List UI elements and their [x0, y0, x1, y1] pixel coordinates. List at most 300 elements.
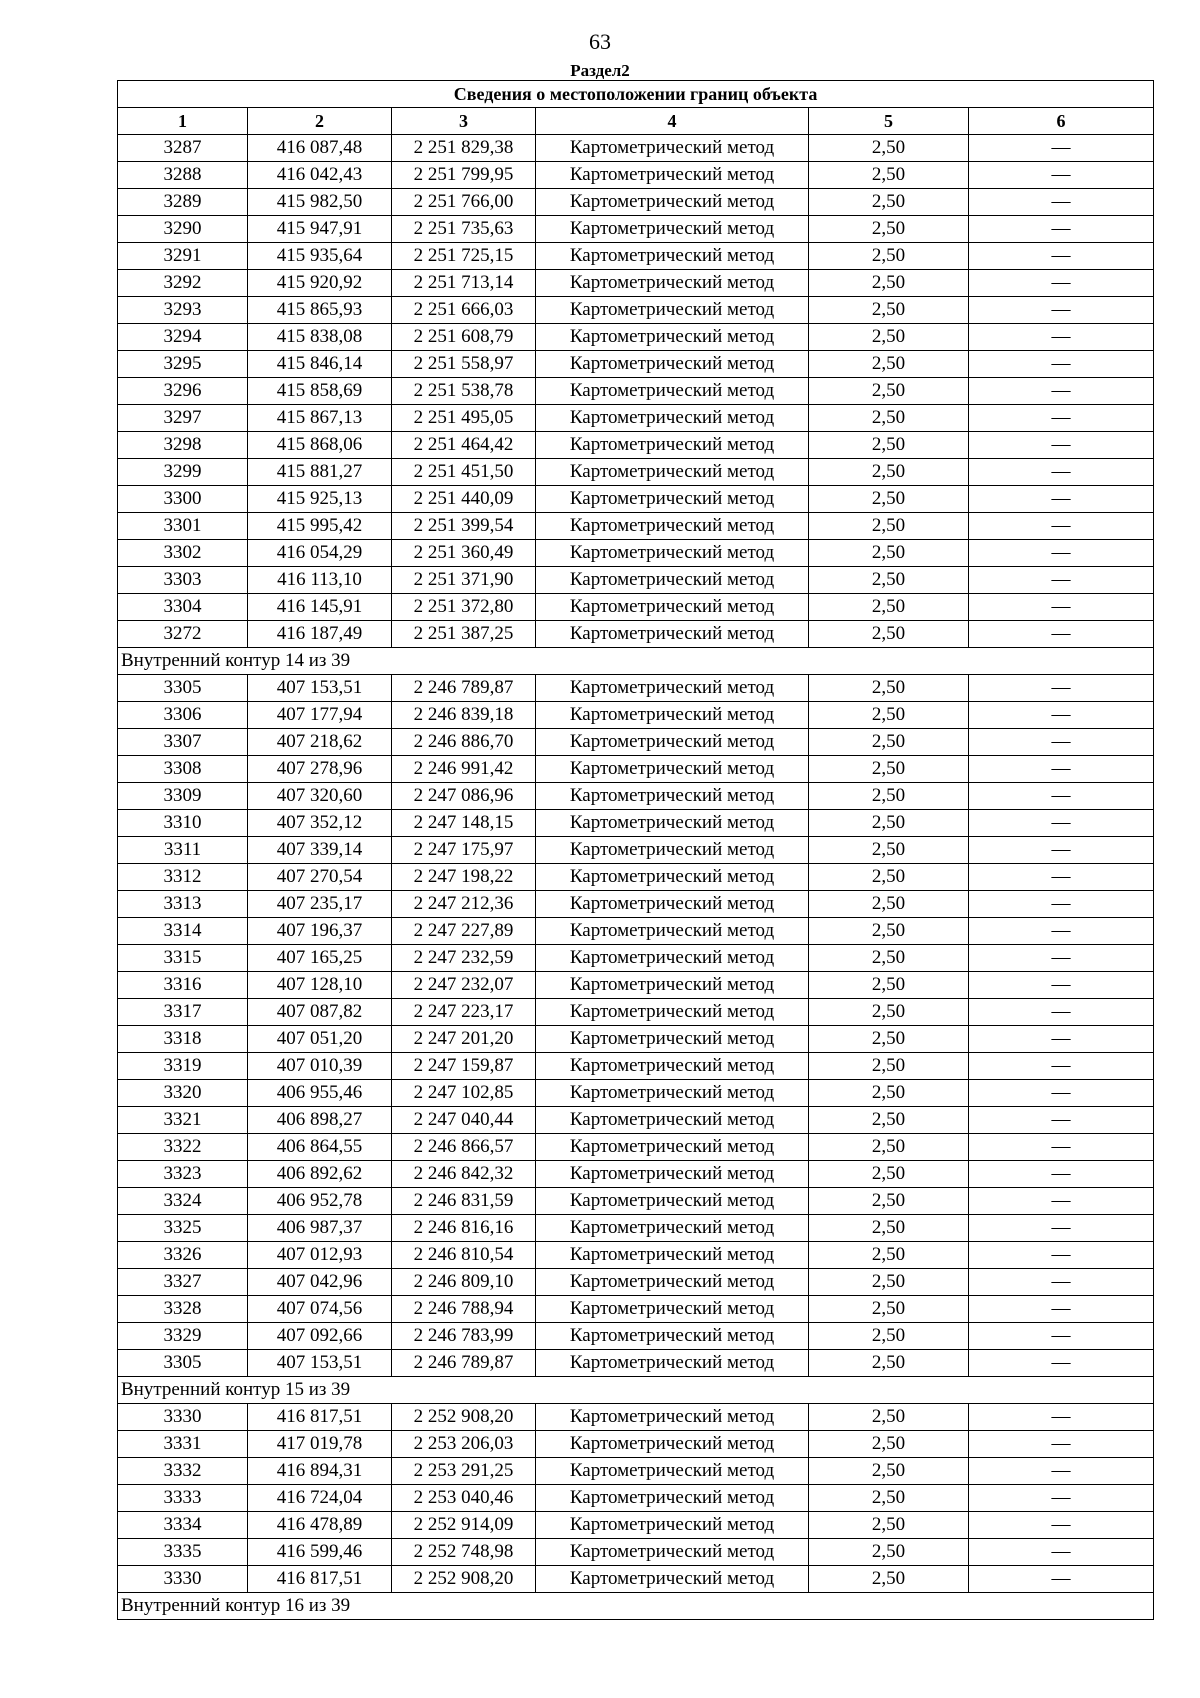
note-cell: — — [969, 810, 1154, 837]
note-cell: — — [969, 1107, 1154, 1134]
x-coordinate-cell: 416 724,04 — [248, 1485, 392, 1512]
y-coordinate-cell: 2 251 766,00 — [392, 189, 536, 216]
table-row — [118, 351, 1154, 378]
x-coordinate-cell: 415 920,92 — [248, 270, 392, 297]
method-cell: Картометрический метод — [536, 945, 809, 972]
method-cell: Картометрический метод — [536, 675, 809, 702]
note-cell: — — [969, 594, 1154, 621]
y-coordinate-cell: 2 251 558,97 — [392, 351, 536, 378]
method-cell: Картометрический метод — [536, 405, 809, 432]
method-cell: Картометрический метод — [536, 162, 809, 189]
x-coordinate-cell: 416 817,51 — [248, 1566, 392, 1593]
y-coordinate-cell: 2 247 198,22 — [392, 864, 536, 891]
y-coordinate-cell: 2 252 908,20 — [392, 1404, 536, 1431]
point-number-cell: 3313 — [118, 891, 248, 918]
method-cell: Картометрический метод — [536, 1404, 809, 1431]
point-number-cell: 3329 — [118, 1323, 248, 1350]
y-coordinate-cell: 2 247 232,07 — [392, 972, 536, 999]
accuracy-cell: 2,50 — [809, 918, 969, 945]
y-coordinate-cell: 2 251 371,90 — [392, 567, 536, 594]
x-coordinate-cell: 407 010,39 — [248, 1053, 392, 1080]
x-coordinate-cell: 407 051,20 — [248, 1026, 392, 1053]
note-cell: — — [969, 351, 1154, 378]
note-cell: — — [969, 1242, 1154, 1269]
accuracy-cell: 2,50 — [809, 1215, 969, 1242]
method-cell: Картометрический метод — [536, 918, 809, 945]
x-coordinate-cell: 415 838,08 — [248, 324, 392, 351]
accuracy-cell: 2,50 — [809, 1242, 969, 1269]
y-coordinate-cell: 2 246 783,99 — [392, 1323, 536, 1350]
x-coordinate-cell: 415 881,27 — [248, 459, 392, 486]
y-coordinate-cell: 2 246 842,32 — [392, 1161, 536, 1188]
point-number-cell: 3323 — [118, 1161, 248, 1188]
x-coordinate-cell: 415 868,06 — [248, 432, 392, 459]
x-coordinate-cell: 407 352,12 — [248, 810, 392, 837]
contour-label: Внутренний контур 16 из 39 — [118, 1593, 1154, 1620]
column-header: 1 — [118, 108, 248, 135]
accuracy-cell: 2,50 — [809, 783, 969, 810]
table-row — [118, 270, 1154, 297]
point-number-cell: 3309 — [118, 783, 248, 810]
accuracy-cell: 2,50 — [809, 1404, 969, 1431]
point-number-cell: 3293 — [118, 297, 248, 324]
table-row — [118, 864, 1154, 891]
accuracy-cell: 2,50 — [809, 972, 969, 999]
table-row — [118, 243, 1154, 270]
note-cell: — — [969, 1404, 1154, 1431]
y-coordinate-cell: 2 246 809,10 — [392, 1269, 536, 1296]
point-number-cell: 3321 — [118, 1107, 248, 1134]
x-coordinate-cell: 407 218,62 — [248, 729, 392, 756]
contour-row — [118, 648, 1154, 675]
method-cell: Картометрический метод — [536, 567, 809, 594]
method-cell: Картометрический метод — [536, 270, 809, 297]
y-coordinate-cell: 2 247 102,85 — [392, 1080, 536, 1107]
table-row — [118, 513, 1154, 540]
y-coordinate-cell: 2 247 201,20 — [392, 1026, 536, 1053]
y-coordinate-cell: 2 253 040,46 — [392, 1485, 536, 1512]
accuracy-cell: 2,50 — [809, 1134, 969, 1161]
accuracy-cell: 2,50 — [809, 378, 969, 405]
x-coordinate-cell: 407 153,51 — [248, 675, 392, 702]
accuracy-cell: 2,50 — [809, 567, 969, 594]
method-cell: Картометрический метод — [536, 837, 809, 864]
y-coordinate-cell: 2 251 372,80 — [392, 594, 536, 621]
note-cell: — — [969, 1512, 1154, 1539]
column-header: 2 — [248, 108, 392, 135]
method-cell: Картометрический метод — [536, 513, 809, 540]
accuracy-cell: 2,50 — [809, 1053, 969, 1080]
x-coordinate-cell: 407 128,10 — [248, 972, 392, 999]
accuracy-cell: 2,50 — [809, 459, 969, 486]
method-cell: Картометрический метод — [536, 351, 809, 378]
method-cell: Картометрический метод — [536, 972, 809, 999]
point-number-cell: 3335 — [118, 1539, 248, 1566]
y-coordinate-cell: 2 246 789,87 — [392, 675, 536, 702]
accuracy-cell: 2,50 — [809, 675, 969, 702]
accuracy-cell: 2,50 — [809, 432, 969, 459]
y-coordinate-cell: 2 247 040,44 — [392, 1107, 536, 1134]
point-number-cell: 3330 — [118, 1566, 248, 1593]
accuracy-cell: 2,50 — [809, 1107, 969, 1134]
table-row — [118, 189, 1154, 216]
method-cell: Картометрический метод — [536, 810, 809, 837]
accuracy-cell: 2,50 — [809, 1431, 969, 1458]
point-number-cell: 3311 — [118, 837, 248, 864]
note-cell: — — [969, 1485, 1154, 1512]
method-cell: Картометрический метод — [536, 216, 809, 243]
table-row — [118, 405, 1154, 432]
note-cell: — — [969, 1215, 1154, 1242]
note-cell: — — [969, 324, 1154, 351]
note-cell: — — [969, 675, 1154, 702]
y-coordinate-cell: 2 251 666,03 — [392, 297, 536, 324]
accuracy-cell: 2,50 — [809, 270, 969, 297]
y-coordinate-cell: 2 246 788,94 — [392, 1296, 536, 1323]
y-coordinate-cell: 2 247 227,89 — [392, 918, 536, 945]
x-coordinate-cell: 416 054,29 — [248, 540, 392, 567]
x-coordinate-cell: 406 898,27 — [248, 1107, 392, 1134]
point-number-cell: 3330 — [118, 1404, 248, 1431]
table-row — [118, 756, 1154, 783]
y-coordinate-cell: 2 251 495,05 — [392, 405, 536, 432]
accuracy-cell: 2,50 — [809, 1296, 969, 1323]
table-row — [118, 486, 1154, 513]
accuracy-cell: 2,50 — [809, 1269, 969, 1296]
y-coordinate-cell: 2 246 839,18 — [392, 702, 536, 729]
method-cell: Картометрический метод — [536, 1161, 809, 1188]
note-cell: — — [969, 1053, 1154, 1080]
point-number-cell: 3318 — [118, 1026, 248, 1053]
note-cell: — — [969, 567, 1154, 594]
point-number-cell: 3314 — [118, 918, 248, 945]
y-coordinate-cell: 2 247 086,96 — [392, 783, 536, 810]
x-coordinate-cell: 415 867,13 — [248, 405, 392, 432]
method-cell: Картометрический метод — [536, 189, 809, 216]
point-number-cell: 3305 — [118, 1350, 248, 1377]
column-header: 3 — [392, 108, 536, 135]
x-coordinate-cell: 406 952,78 — [248, 1188, 392, 1215]
point-number-cell: 3294 — [118, 324, 248, 351]
point-number-cell: 3289 — [118, 189, 248, 216]
table-row — [118, 432, 1154, 459]
table-caption: Сведения о местоположении границ объекта — [118, 81, 1154, 108]
table-row — [118, 135, 1154, 162]
note-cell: — — [969, 864, 1154, 891]
accuracy-cell: 2,50 — [809, 1566, 969, 1593]
table-row — [118, 162, 1154, 189]
x-coordinate-cell: 416 599,46 — [248, 1539, 392, 1566]
y-coordinate-cell: 2 251 440,09 — [392, 486, 536, 513]
accuracy-cell: 2,50 — [809, 1485, 969, 1512]
table-row — [118, 729, 1154, 756]
accuracy-cell: 2,50 — [809, 891, 969, 918]
table-row — [118, 1161, 1154, 1188]
note-cell: — — [969, 432, 1154, 459]
accuracy-cell: 2,50 — [809, 1161, 969, 1188]
point-number-cell: 3291 — [118, 243, 248, 270]
y-coordinate-cell: 2 251 538,78 — [392, 378, 536, 405]
note-cell: — — [969, 1458, 1154, 1485]
table-row — [118, 459, 1154, 486]
accuracy-cell: 2,50 — [809, 945, 969, 972]
y-coordinate-cell: 2 246 816,16 — [392, 1215, 536, 1242]
table-row — [118, 1053, 1154, 1080]
y-coordinate-cell: 2 251 451,50 — [392, 459, 536, 486]
table-row — [118, 567, 1154, 594]
method-cell: Картометрический метод — [536, 594, 809, 621]
note-cell: — — [969, 783, 1154, 810]
table-row — [118, 837, 1154, 864]
table-row — [118, 1269, 1154, 1296]
x-coordinate-cell: 407 339,14 — [248, 837, 392, 864]
point-number-cell: 3312 — [118, 864, 248, 891]
x-coordinate-cell: 407 278,96 — [248, 756, 392, 783]
accuracy-cell: 2,50 — [809, 1026, 969, 1053]
x-coordinate-cell: 406 987,37 — [248, 1215, 392, 1242]
y-coordinate-cell: 2 247 148,15 — [392, 810, 536, 837]
accuracy-cell: 2,50 — [809, 837, 969, 864]
y-coordinate-cell: 2 246 831,59 — [392, 1188, 536, 1215]
accuracy-cell: 2,50 — [809, 513, 969, 540]
table-row — [118, 1566, 1154, 1593]
accuracy-cell: 2,50 — [809, 810, 969, 837]
accuracy-cell: 2,50 — [809, 216, 969, 243]
table-caption-row — [118, 81, 1154, 108]
accuracy-cell: 2,50 — [809, 405, 969, 432]
x-coordinate-cell: 416 113,10 — [248, 567, 392, 594]
point-number-cell: 3295 — [118, 351, 248, 378]
method-cell: Картометрический метод — [536, 783, 809, 810]
contour-label: Внутренний контур 15 из 39 — [118, 1377, 1154, 1404]
y-coordinate-cell: 2 246 866,57 — [392, 1134, 536, 1161]
x-coordinate-cell: 407 235,17 — [248, 891, 392, 918]
accuracy-cell: 2,50 — [809, 297, 969, 324]
y-coordinate-cell: 2 251 608,79 — [392, 324, 536, 351]
point-number-cell: 3310 — [118, 810, 248, 837]
method-cell: Картометрический метод — [536, 1026, 809, 1053]
accuracy-cell: 2,50 — [809, 1080, 969, 1107]
table-row — [118, 1215, 1154, 1242]
method-cell: Картометрический метод — [536, 1350, 809, 1377]
method-cell: Картометрический метод — [536, 1107, 809, 1134]
method-cell: Картометрический метод — [536, 1512, 809, 1539]
table-row — [118, 378, 1154, 405]
x-coordinate-cell: 406 892,62 — [248, 1161, 392, 1188]
y-coordinate-cell: 2 246 789,87 — [392, 1350, 536, 1377]
point-number-cell: 3297 — [118, 405, 248, 432]
method-cell: Картометрический метод — [536, 1431, 809, 1458]
x-coordinate-cell: 406 955,46 — [248, 1080, 392, 1107]
table-row — [118, 1080, 1154, 1107]
y-coordinate-cell: 2 246 991,42 — [392, 756, 536, 783]
y-coordinate-cell: 2 251 713,14 — [392, 270, 536, 297]
table-row — [118, 1485, 1154, 1512]
accuracy-cell: 2,50 — [809, 864, 969, 891]
table-row — [118, 297, 1154, 324]
table-body — [118, 135, 1154, 1620]
note-cell: — — [969, 1188, 1154, 1215]
point-number-cell: 3333 — [118, 1485, 248, 1512]
method-cell: Картометрический метод — [536, 729, 809, 756]
table-row — [118, 1458, 1154, 1485]
table-row — [118, 1026, 1154, 1053]
column-header: 5 — [809, 108, 969, 135]
table-row — [118, 1296, 1154, 1323]
point-number-cell: 3292 — [118, 270, 248, 297]
point-number-cell: 3308 — [118, 756, 248, 783]
method-cell: Картометрический метод — [536, 1215, 809, 1242]
x-coordinate-cell: 415 995,42 — [248, 513, 392, 540]
table-row — [118, 702, 1154, 729]
method-cell: Картометрический метод — [536, 1134, 809, 1161]
x-coordinate-cell: 415 925,13 — [248, 486, 392, 513]
method-cell: Картометрический метод — [536, 1269, 809, 1296]
y-coordinate-cell: 2 247 175,97 — [392, 837, 536, 864]
note-cell: — — [969, 1296, 1154, 1323]
table-row — [118, 783, 1154, 810]
y-coordinate-cell: 2 251 360,49 — [392, 540, 536, 567]
point-number-cell: 3299 — [118, 459, 248, 486]
method-cell: Картометрический метод — [536, 1188, 809, 1215]
accuracy-cell: 2,50 — [809, 999, 969, 1026]
note-cell: — — [969, 702, 1154, 729]
note-cell: — — [969, 405, 1154, 432]
accuracy-cell: 2,50 — [809, 351, 969, 378]
table-row — [118, 1539, 1154, 1566]
note-cell: — — [969, 1350, 1154, 1377]
table-row — [118, 594, 1154, 621]
method-cell: Картометрический метод — [536, 1296, 809, 1323]
note-cell: — — [969, 1539, 1154, 1566]
y-coordinate-cell: 2 247 232,59 — [392, 945, 536, 972]
table-row — [118, 621, 1154, 648]
point-number-cell: 3287 — [118, 135, 248, 162]
method-cell: Картометрический метод — [536, 297, 809, 324]
contour-row — [118, 1377, 1154, 1404]
boundary-coordinates-table — [117, 80, 1154, 1620]
table-row — [118, 540, 1154, 567]
accuracy-cell: 2,50 — [809, 756, 969, 783]
note-cell: — — [969, 1161, 1154, 1188]
accuracy-cell: 2,50 — [809, 486, 969, 513]
table-row — [118, 1107, 1154, 1134]
table-row — [118, 891, 1154, 918]
accuracy-cell: 2,50 — [809, 540, 969, 567]
point-number-cell: 3324 — [118, 1188, 248, 1215]
y-coordinate-cell: 2 251 735,63 — [392, 216, 536, 243]
table-row — [118, 324, 1154, 351]
note-cell: — — [969, 1080, 1154, 1107]
method-cell: Картометрический метод — [536, 243, 809, 270]
accuracy-cell: 2,50 — [809, 1188, 969, 1215]
note-cell: — — [969, 1323, 1154, 1350]
method-cell: Картометрический метод — [536, 891, 809, 918]
note-cell: — — [969, 756, 1154, 783]
note-cell: — — [969, 1026, 1154, 1053]
point-number-cell: 3303 — [118, 567, 248, 594]
note-cell: — — [969, 1431, 1154, 1458]
method-cell: Картометрический метод — [536, 864, 809, 891]
table-row — [118, 1242, 1154, 1269]
method-cell: Картометрический метод — [536, 378, 809, 405]
point-number-cell: 3302 — [118, 540, 248, 567]
y-coordinate-cell: 2 246 886,70 — [392, 729, 536, 756]
y-coordinate-cell: 2 251 387,25 — [392, 621, 536, 648]
accuracy-cell: 2,50 — [809, 1323, 969, 1350]
point-number-cell: 3288 — [118, 162, 248, 189]
note-cell: — — [969, 621, 1154, 648]
contour-row — [118, 1593, 1154, 1620]
table-row — [118, 216, 1154, 243]
point-number-cell: 3307 — [118, 729, 248, 756]
note-cell: — — [969, 972, 1154, 999]
point-number-cell: 3319 — [118, 1053, 248, 1080]
y-coordinate-cell: 2 247 159,87 — [392, 1053, 536, 1080]
note-cell: — — [969, 378, 1154, 405]
accuracy-cell: 2,50 — [809, 1539, 969, 1566]
point-number-cell: 3327 — [118, 1269, 248, 1296]
x-coordinate-cell: 415 858,69 — [248, 378, 392, 405]
column-header-row — [118, 108, 1154, 135]
section-title: Раздел2 — [570, 61, 630, 80]
point-number-cell: 3305 — [118, 675, 248, 702]
note-cell: — — [969, 270, 1154, 297]
x-coordinate-cell: 406 864,55 — [248, 1134, 392, 1161]
x-coordinate-cell: 415 935,64 — [248, 243, 392, 270]
note-cell: — — [969, 837, 1154, 864]
method-cell: Картометрический метод — [536, 756, 809, 783]
note-cell: — — [969, 297, 1154, 324]
method-cell: Картометрический метод — [536, 702, 809, 729]
y-coordinate-cell: 2 247 212,36 — [392, 891, 536, 918]
accuracy-cell: 2,50 — [809, 1350, 969, 1377]
table-row — [118, 918, 1154, 945]
method-cell: Картометрический метод — [536, 1539, 809, 1566]
point-number-cell: 3328 — [118, 1296, 248, 1323]
accuracy-cell: 2,50 — [809, 135, 969, 162]
x-coordinate-cell: 407 012,93 — [248, 1242, 392, 1269]
note-cell: — — [969, 1134, 1154, 1161]
y-coordinate-cell: 2 253 206,03 — [392, 1431, 536, 1458]
table-row — [118, 1350, 1154, 1377]
method-cell: Картометрический метод — [536, 459, 809, 486]
note-cell: — — [969, 945, 1154, 972]
point-number-cell: 3322 — [118, 1134, 248, 1161]
x-coordinate-cell: 407 196,37 — [248, 918, 392, 945]
x-coordinate-cell: 416 087,48 — [248, 135, 392, 162]
point-number-cell: 3301 — [118, 513, 248, 540]
table-row — [118, 1404, 1154, 1431]
table-row — [118, 1323, 1154, 1350]
accuracy-cell: 2,50 — [809, 324, 969, 351]
method-cell: Картометрический метод — [536, 1485, 809, 1512]
point-number-cell: 3332 — [118, 1458, 248, 1485]
point-number-cell: 3296 — [118, 378, 248, 405]
point-number-cell: 3326 — [118, 1242, 248, 1269]
y-coordinate-cell: 2 252 908,20 — [392, 1566, 536, 1593]
point-number-cell: 3290 — [118, 216, 248, 243]
point-number-cell: 3316 — [118, 972, 248, 999]
method-cell: Картометрический метод — [536, 1566, 809, 1593]
method-cell: Картометрический метод — [536, 1053, 809, 1080]
x-coordinate-cell: 416 478,89 — [248, 1512, 392, 1539]
x-coordinate-cell: 407 177,94 — [248, 702, 392, 729]
method-cell: Картометрический метод — [536, 135, 809, 162]
accuracy-cell: 2,50 — [809, 1512, 969, 1539]
point-number-cell: 3272 — [118, 621, 248, 648]
note-cell: — — [969, 135, 1154, 162]
